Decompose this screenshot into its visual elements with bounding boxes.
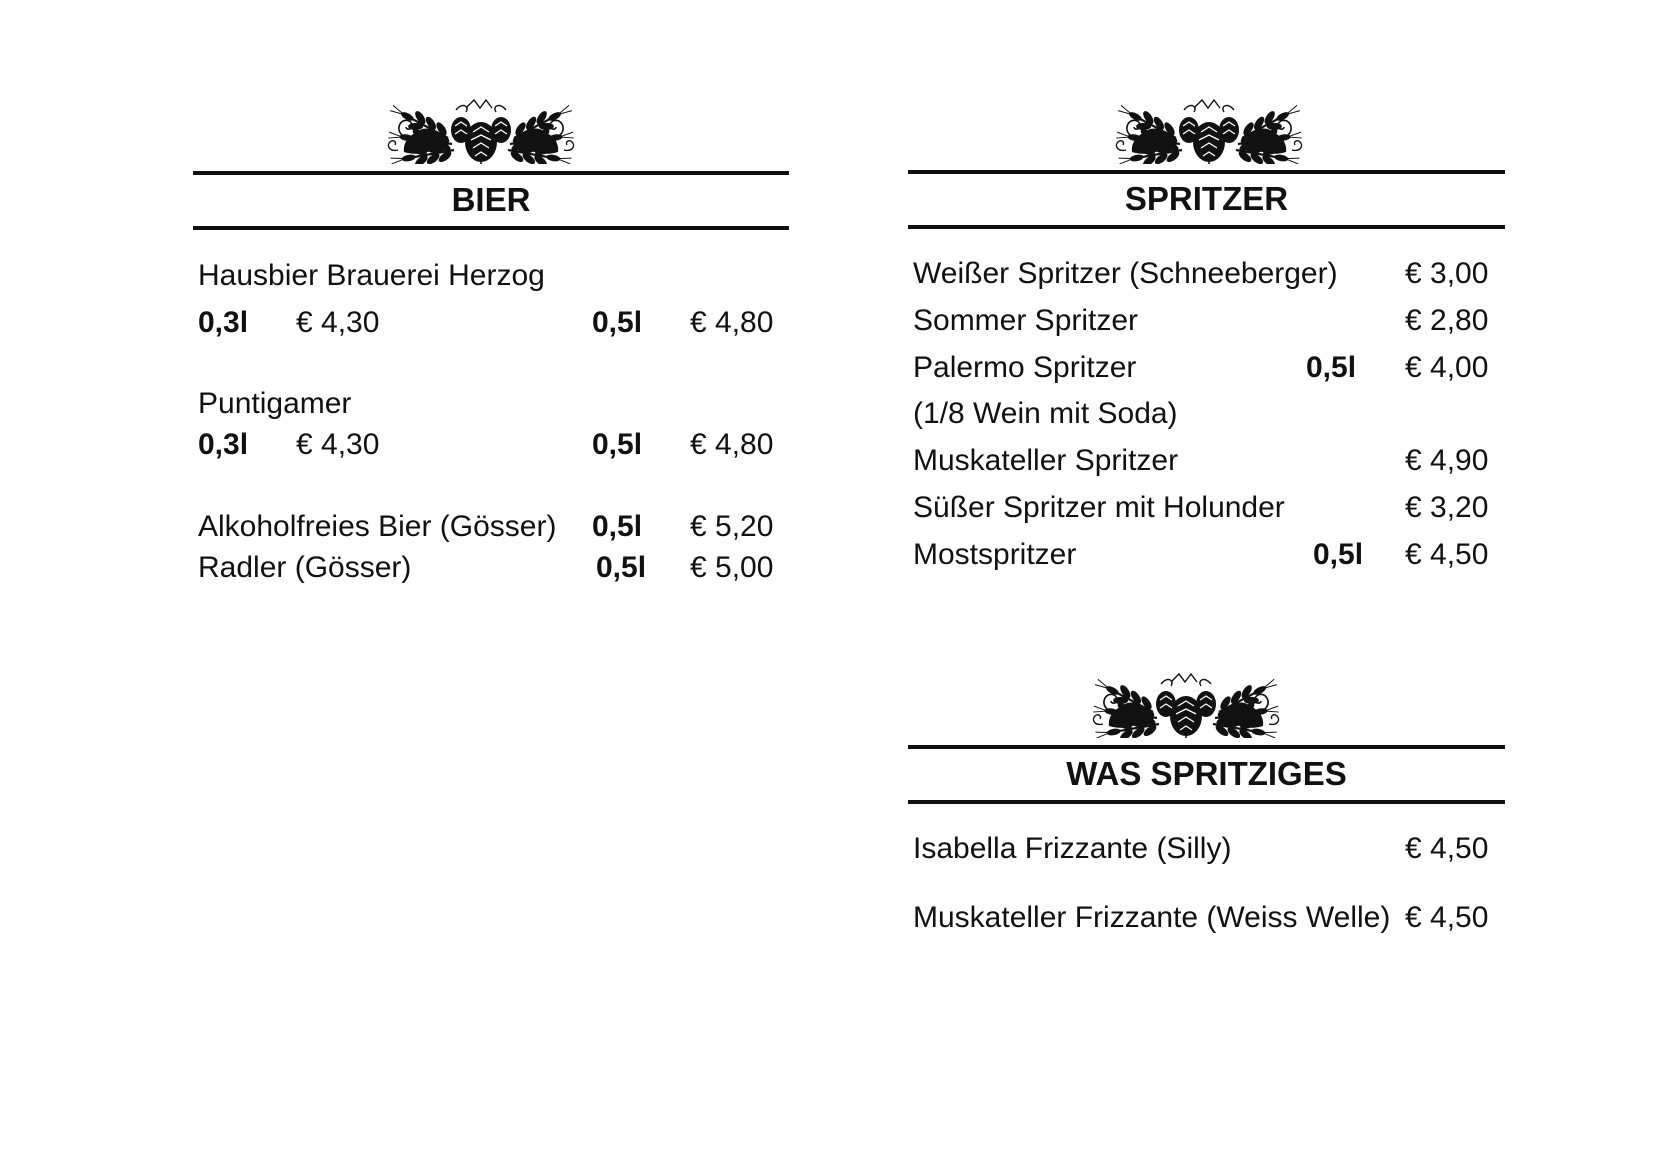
spritzer-item-name: Weißer Spritzer (Schneeberger) <box>913 257 1338 290</box>
spritzer-item-name: Süßer Spritzer mit Holunder <box>913 491 1285 524</box>
spritzer-item-price: € 4,00 <box>1405 351 1489 384</box>
puntigamer-size-small: 0,3l <box>198 428 249 461</box>
spritzer-item-price: € 4,50 <box>1405 538 1489 571</box>
puntigamer-price-small: € 4,30 <box>296 428 380 461</box>
wheat-hop-emblem-icon <box>366 60 596 164</box>
puntigamer-size-large: 0,5l <box>592 428 643 461</box>
was-spritziges-heading: WAS SPRITZIGES <box>1066 755 1347 792</box>
was-spritziges-top-rule <box>908 745 1505 749</box>
hausbier-price-small: € 4,30 <box>296 306 380 339</box>
spritzer-top-rule <box>908 170 1505 174</box>
spritzer-heading: SPRITZER <box>1124 180 1289 217</box>
radler-name: Radler (Gösser) <box>198 551 412 584</box>
puntigamer-price-large: € 4,80 <box>690 428 774 461</box>
spritzer-item-size: 0,5l <box>1306 351 1357 384</box>
frizzante-item-name: Isabella Frizzante (Silly) <box>913 832 1232 865</box>
frizzante-item-name: Muskateller Frizzante (Weiss Welle) <box>913 901 1391 934</box>
radler-price: € 5,00 <box>690 551 774 584</box>
spritzer-item-price: € 2,80 <box>1405 304 1489 337</box>
bier-heading: BIER <box>451 181 531 218</box>
bier-top-rule <box>193 171 789 175</box>
hausbier-name: Hausbier Brauerei Herzog <box>198 259 545 292</box>
frizzante-item-price: € 4,50 <box>1405 901 1489 934</box>
spritzer-item-size: 0,5l <box>1313 538 1364 571</box>
hausbier-price-large: € 4,80 <box>690 306 774 339</box>
was-spritziges-bottom-rule <box>908 800 1505 804</box>
alkoholfrei-size: 0,5l <box>592 510 643 543</box>
spritzer-item-name: Mostspritzer <box>913 538 1077 571</box>
alkoholfrei-name: Alkoholfreies Bier (Gösser) <box>198 510 557 543</box>
frizzante-item-price: € 4,50 <box>1405 832 1489 865</box>
spritzer-item-note: (1/8 Wein mit Soda) <box>913 397 1178 430</box>
wheat-hop-emblem-icon <box>1071 634 1301 738</box>
spritzer-bottom-rule <box>908 225 1505 229</box>
wheat-hop-emblem-icon <box>1094 60 1324 164</box>
spritzer-item-name: Sommer Spritzer <box>913 304 1139 337</box>
spritzer-item-price: € 3,00 <box>1405 257 1489 290</box>
puntigamer-name: Puntigamer <box>198 387 352 420</box>
bier-bottom-rule <box>193 226 789 230</box>
spritzer-item-name: Palermo Spritzer <box>913 351 1137 384</box>
hausbier-size-large: 0,5l <box>592 306 643 339</box>
alkoholfrei-price: € 5,20 <box>690 510 774 543</box>
spritzer-item-name: Muskateller Spritzer <box>913 444 1179 477</box>
spritzer-item-price: € 4,90 <box>1405 444 1489 477</box>
spritzer-item-price: € 3,20 <box>1405 491 1489 524</box>
hausbier-size-small: 0,3l <box>198 306 249 339</box>
radler-size: 0,5l <box>596 551 647 584</box>
